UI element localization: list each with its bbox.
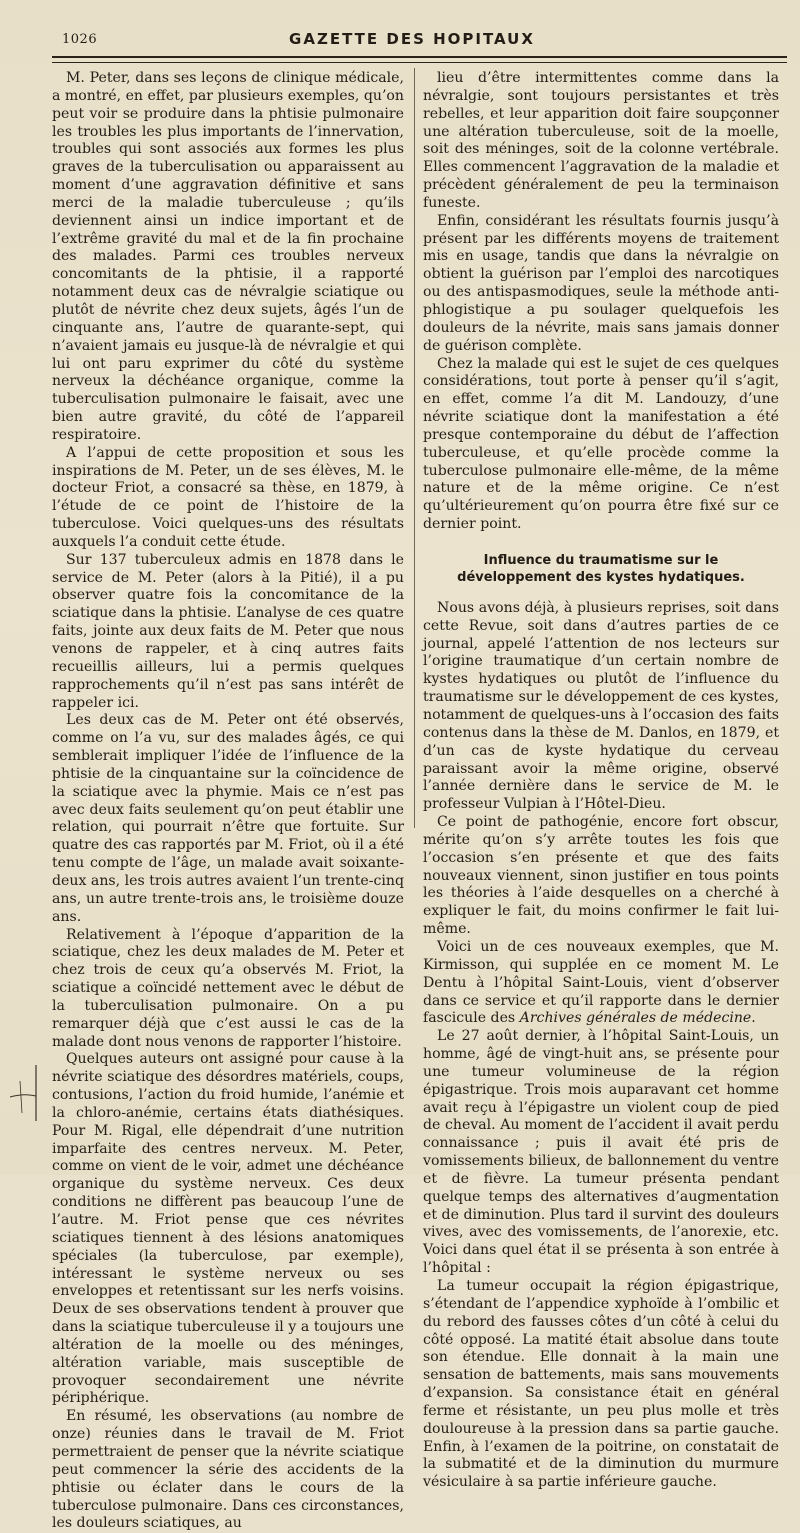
paragraph: Chez la malade qui est le sujet de ces quelques considérations, tout porte à penser qu’il s’agit, en effet, comme l’a dit M. Landouzy, d’une névrite sciatique dont la manifestation a été presque contemporaine du début de l’affection tuberculeuse, et qu’elle procède comme la tuberculose pulmonaire elle-même, de la même nature et de la même origine. Ce n’est qu’ultérieurement qu’on pourra être fixé sur ce dernier point. (423, 355, 779, 533)
header-rule (52, 56, 787, 63)
running-title: GAZETTE DES HOPITAUX (289, 30, 535, 48)
paragraph: Relativement à l’époque d’apparition de la sciatique, chez les deux malades de M. Peter et chez trois de ceux qu’a observés M. Friot, la sciatique a coïncidé nettement avec le début de la tuberculisation pulmonaire. On a pu remarquer déjà que c’est aussi le cas de la malade dont nous venons de rapporter l’histoire. (52, 926, 404, 1050)
text-run: . (751, 1010, 756, 1027)
margin-pencil-mark (6, 1063, 40, 1123)
right-column (423, 70, 779, 1491)
paragraph: A l’appui de cette proposition et sous les inspirations de M. Peter, un de ses élèves, M. le docteur Friot, a consacré sa thèse, en 1879, à l’étude de ce point de l’histoire de la tuberculose. Voici quelques-uns des résultats auxquels l’a conduit cette étude. (52, 444, 404, 550)
text-run: Voici un de ces nouveaux exemples, que M. Kirmisson, qui supplée en ce moment M. Le Dentu à l’hôpital Saint-Louis, vient d’observer dans ce service et qu’il rapporte dans le dernier fascicule des (423, 938, 779, 1027)
paragraph: Les deux cas de M. Peter ont été observés, comme on l’a vu, sur des malades âgés, ce qui semblerait impliquer l’idée de l’influence de la phtisie de la cinquantaine sur la coïncidence de la sciatique avec la phymie. Mais ce n’est pas avec deux faits seulement qu’on peut établir une relation, qui pourrait n’être que fortuite. Sur quatre des cas rapportés par M. Friot, où il a été tenu compte de l’âge, un malade avait soixante-deux ans, les trois autres avaient l’un trente-cinq ans, un autre trente-trois ans, le troisième douze ans. (52, 712, 404, 925)
paragraph: Sur 137 tuberculeux admis en 1878 dans le service de M. Peter (alors à la Pitié), il a pu observer quatre fois la concomitance de la sciatique dans la phtisie. L’analyse de ces quatre faits, jointe aux deux faits de M. Peter que nous venons de rappeler, et à cinq autres faits recueillis ailleurs, lui a permis quelques rapprochements qu’il n’est pas sans intérêt de rappeler ici. (52, 551, 404, 711)
paragraph (423, 939, 779, 1028)
paragraph: Enfin, considérant les résultats fournis jusqu’à présent par les différents moyens de traitement mis en usage, tandis que dans la névralgie on obtient la guérison par l’emploi des narcotiques ou des antispasmodiques, seule la méthode anti-phlogistique a pu soulager quelquefois les douleurs de la névrite, mais sans jamais donner de guérison complète. (423, 212, 779, 354)
paragraph: M. Peter, dans ses leçons de clinique médicale, a montré, en effet, par plusieurs exemples, qu’on peut voir se produire dans la phtisie pulmonaire les troubles les plus importants de l’innervation, troubles qui sont associés aux formes les plus graves de la tuberculisation ou apparaissent au moment d’une aggravation définitive et sans merci de la maladie tuberculeuse ; qu’ils deviennent ainsi un indice important et de l’extrême gravité du mal et de la fin prochaine des malades. Parmi ces troubles nerveux concomitants de la phtisie, il a rapporté notamment deux cas de névralgie sciatique ou plutôt de névrite chez deux sujets, âgés l’un de cinquante ans, l’autre de quarante-sept, qui n’avaient jamais eu jusque-là de névralgie et qui lui ont paru exprimer du côté du système nerveux la déchéance organique, comme la tuberculisation pulmonaire le faisait, avec une bien autre gravité, du côté de l’appareil respiratoire. (52, 70, 404, 443)
paragraph: La tumeur occupait la région épigastrique, s’étendant de l’appendice xyphoïde à l’ombilic et du rebord des fausses côtes d’un côté à celui du côté opposé. La matité était absolue dans toute son étendue. Elle donnait à la main une sensation de battements, mais sans mouvements d’expansion. Sa consistance était en général ferme et résistante, un peu plus molle et très douloureuse à la pression dans sa partie gauche. Enfin, à l’examen de la poitrine, on constatait de la submatité et de la diminution du murmure vésiculaire à sa partie inférieure gauche. (423, 1278, 779, 1491)
paragraph: lieu d’être intermittentes comme dans la névralgie, sont toujours persistantes et très rebelles, et leur apparition doit faire soupçonner une altération tuberculeuse, soit de la moelle, soit des méninges, soit de la colonne vertébrale. Elles commencent l’aggravation de la maladie et précèdent généralement de peu la terminaison funeste. (423, 70, 779, 211)
paragraph: Ce point de pathogénie, encore fort obscur, mérite qu’on s’y arrête toutes les fois que l’occasion s’en présente et que des faits nouveaux viennent, sinon justifier en tous points les théories à l’aide desquelles on a cherché à expliquer le fait, du moins confirmer le fait lui-même. (423, 814, 779, 938)
column-divider (414, 68, 415, 828)
section-title: Influence du traumatisme sur le développement des kystes hydatiques. (457, 552, 745, 585)
paragraph: En résumé, les observations (au nombre de onze) réunies dans le travail de M. Friot permettraient de penser que la névrite sciatique peut commencer la série des accidents de la phtisie ou éclater dans le cours de la tuberculose pulmonaire. Dans ces circonstances, les douleurs sciatiques, au (52, 1408, 404, 1532)
paragraph: Le 27 août dernier, à l’hôpital Saint-Louis, un homme, âgé de vingt-huit ans, se présente pour une tumeur volumineuse de la région épigastrique. Trois mois auparavant cet homme avait reçu à l’épigastre un violent coup de pied de cheval. Au moment de l’accident il avait perdu connaissance ; puis il avait été pris de vomissements bilieux, de ballonnement du ventre et de fièvre. La tumeur présenta pendant quelque temps des alternatives d’augmentation et de diminution. Plus tard il survint des douleurs vives, avec des vomissements, de l’anorexie, etc. Voici dans quel état il se présenta à son entrée à l’hôpital : (423, 1028, 779, 1277)
journal-title: Archives générales de médecine (519, 1010, 752, 1027)
page-header (52, 22, 772, 48)
paragraph: Nous avons déjà, à plusieurs reprises, soit dans cette Revue, soit dans d’autres parties de ce journal, appelé l’attention de nos lecteurs sur l’origine traumatique d’un certain nombre de kystes hydatiques ou plutôt de l’influence du traumatisme sur le développement de ces kystes, notamment de quelques-uns à l’occasion des faits contenus dans la thèse de M. Danlos, en 1879, et d’un cas de kyste hydatique du cerveau paraissant avoir la même origine, observé l’année dernière dans le service de M. le professeur Vulpian à l’Hôtel-Dieu. (423, 599, 779, 813)
left-column (52, 70, 404, 1532)
page-number: 1026 (62, 32, 98, 47)
paragraph: Quelques auteurs ont assigné pour cause à la névrite sciatique des désordres matériels, coups, contusions, l’action du froid humide, l’anémie et la chloro-anémie, certains états diathésiques. Pour M. Rigal, elle dépendrait d’une nutrition imparfaite des centres nerveux. M. Peter, comme on vient de le voir, admet une déchéance organique du système nerveux. Ces deux conditions ne diffèrent pas beaucoup l’une de l’autre. M. Friot pense que ces névrites sciatiques tiennent à des lésions anatomiques spéciales (la tuberculose, par exemple), intéressant le système nerveux ou ses enveloppes et retentissant sur les nerfs voisins. Deux de ses observations tendent à prouver que dans la sciatique tuberculeuse il y a toujours une altération de la moelle ou des méninges, altération variable, mais susceptible de provoquer secondairement une névrite périphérique. (52, 1051, 404, 1407)
